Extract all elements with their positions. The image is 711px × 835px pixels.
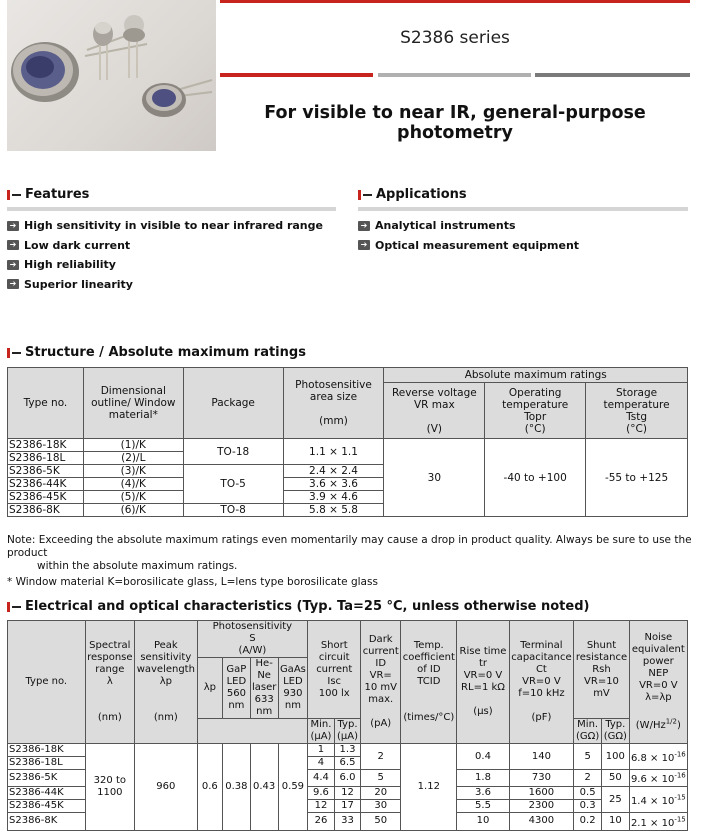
- col-cap: Terminal capacitance Ct VR=0 V f=10 kHz (pF): [509, 621, 574, 744]
- applications-title: Applications: [376, 187, 467, 202]
- col-isc: Short circuit current Isc 100 lx: [308, 621, 361, 719]
- electrical-table: [7, 620, 688, 831]
- table-row: S2386-8K (6)/K TO-8 5.8 × 5.8: [8, 504, 688, 517]
- col-peak: Peak sensitivity wavelength λp (nm): [135, 621, 198, 744]
- table-row: S2386-18L (2)/L: [8, 452, 688, 465]
- features-title: Features: [25, 187, 90, 202]
- nep-cell: $9.6 \times 10^{-16}$: [629, 770, 687, 787]
- table-row: S2386-8K 26 33 50 10 4300 0.2 10 $2.1 \times 10^{-15}$: [8, 813, 688, 830]
- header-rule-dark: [535, 73, 690, 77]
- col-nep: Noise equivalent power NEP VR=0 V λ=λp $(W/Hz^{1/2})$: [629, 621, 687, 744]
- table-row: S2386-5K (3)/K TO-5 2.4 × 2.4: [8, 465, 688, 478]
- table-row: S2386-5K 4.4 6.0 5 1.8 730 2 50 $9.6 \times 10^{-16}$: [8, 770, 688, 787]
- section-marker-icon: [7, 602, 21, 612]
- features-list: [7, 216, 323, 294]
- note-1: Note: Exceeding the absolute maximum ratings even momentarily may cause a drop in product quality. Always be sure to use the product: [7, 534, 692, 559]
- col-rsh-min: Min. (GΩ): [574, 719, 602, 744]
- note-1b: within the absolute maximum ratings.: [37, 560, 238, 572]
- col-pkg: Package: [183, 368, 283, 439]
- table-row: S2386-18L 4 6.5: [8, 757, 688, 770]
- col-isc-typ: Typ. (µA): [334, 719, 361, 744]
- electrical-title: Electrical and optical characteristics (Typ. Ta=25 °C, unless otherwise noted): [25, 599, 590, 614]
- col-type: Type no.: [8, 621, 86, 744]
- list-item: ➔ High sensitivity in visible to near infrared range: [7, 216, 323, 236]
- col-dim: Dimensional outline/ Window material*: [83, 368, 183, 439]
- arrow-icon: ➔: [7, 279, 19, 289]
- col-gaas: GaAs LED 930 nm: [278, 658, 308, 719]
- list-item: ➔ Low dark current: [7, 236, 323, 256]
- table-row: S2386-18K (1)/K TO-18 1.1 × 1.1 30 -40 to +100 -55 to +125: [8, 439, 688, 452]
- col-amr: Absolute maximum ratings: [384, 368, 688, 383]
- applications-list: [358, 216, 579, 255]
- col-hene: He-Ne laser 633 nm: [251, 658, 277, 717]
- electrical-heading: [7, 599, 589, 614]
- series-name: S2386 series: [400, 28, 510, 48]
- list-item: ➔ Optical measurement equipment: [358, 236, 579, 256]
- col-isc-min: Min. (µA): [308, 719, 335, 744]
- table-row: S2386-44K 9.6 12 20 3.6 1600 0.5 25 $1.4 \times 10^{-15}$: [8, 787, 688, 800]
- tagline: For visible to near IR, general-purpose photometry: [264, 103, 646, 143]
- product-photo: [7, 0, 216, 151]
- list-item: ➔ Analytical instruments: [358, 216, 579, 236]
- arrow-icon: ➔: [7, 240, 19, 250]
- note-2: * Window material K=borosilicate glass, L=lens type borosilicate glass: [7, 576, 378, 588]
- col-tstg: Storage temperature Tstg (°C): [586, 383, 688, 439]
- col-rsh-typ: Typ. (GΩ): [601, 719, 629, 744]
- section-marker-icon: [7, 190, 21, 200]
- structure-heading: [7, 345, 306, 360]
- structure-table: [7, 367, 688, 517]
- applications-rule: [358, 207, 688, 211]
- col-topr: Operating temperature Topr (°C): [485, 383, 586, 439]
- list-item: ➔ Superior linearity: [7, 275, 323, 295]
- nep-cell: $2.1 \times 10^{-15}$: [629, 813, 687, 830]
- header-rule-grey: [378, 73, 531, 77]
- notes: [7, 534, 697, 589]
- list-item: ➔ High reliability: [7, 255, 323, 275]
- col-sens: Photosensitivity S (A/W): [197, 621, 308, 658]
- col-lp: λp: [197, 658, 223, 719]
- col-spectral: Spectral response range λ (nm): [85, 621, 134, 744]
- col-rise: Rise time tr VR=0 V RL=1 kΩ (µs): [457, 621, 509, 744]
- arrow-icon: ➔: [7, 260, 19, 270]
- header-rule-red: [220, 73, 373, 77]
- arrow-icon: ➔: [358, 240, 370, 250]
- features-heading: [7, 187, 89, 202]
- features-rule: [7, 207, 336, 211]
- structure-title: Structure / Absolute maximum ratings: [25, 345, 306, 360]
- col-area: Photosensitive area size (mm): [283, 368, 384, 439]
- table-row: S2386-18K 320 to 1100 960 0.6 0.38 0.43 0.59 1 1.3 2 1.12 0.4 140 5 100 $6.8 \times 10^{-16}$: [8, 744, 688, 757]
- col-gap: GaP LED 560 nm: [223, 658, 251, 719]
- nep-cell: $1.4 \times 10^{-15}$: [629, 787, 687, 813]
- table-row: S2386-45K 12 17 30 5.5 2300 0.3: [8, 800, 688, 813]
- col-type: Type no.: [8, 368, 84, 439]
- nep-cell: $6.8 \times 10^{-16}$: [629, 744, 687, 770]
- section-marker-icon: [358, 190, 372, 200]
- col-shunt: Shunt resistance Rsh VR=10 mV: [574, 621, 629, 719]
- applications-heading: [358, 187, 467, 202]
- table-row: S2386-44K (4)/K 3.6 × 3.6: [8, 478, 688, 491]
- arrow-icon: ➔: [7, 221, 19, 231]
- col-dark: Dark current ID VR= 10 mV max. (pA): [361, 621, 401, 744]
- header-top-rule: [220, 0, 690, 3]
- table-row: S2386-45K (5)/K 3.9 × 4.6: [8, 491, 688, 504]
- photodiode-image: [7, 0, 216, 151]
- section-marker-icon: [7, 348, 21, 358]
- col-temp: Temp. coefficient of ID TCID (times/°C): [401, 621, 457, 744]
- col-vr: Reverse voltage VR max (V): [384, 383, 485, 439]
- arrow-icon: ➔: [358, 221, 370, 231]
